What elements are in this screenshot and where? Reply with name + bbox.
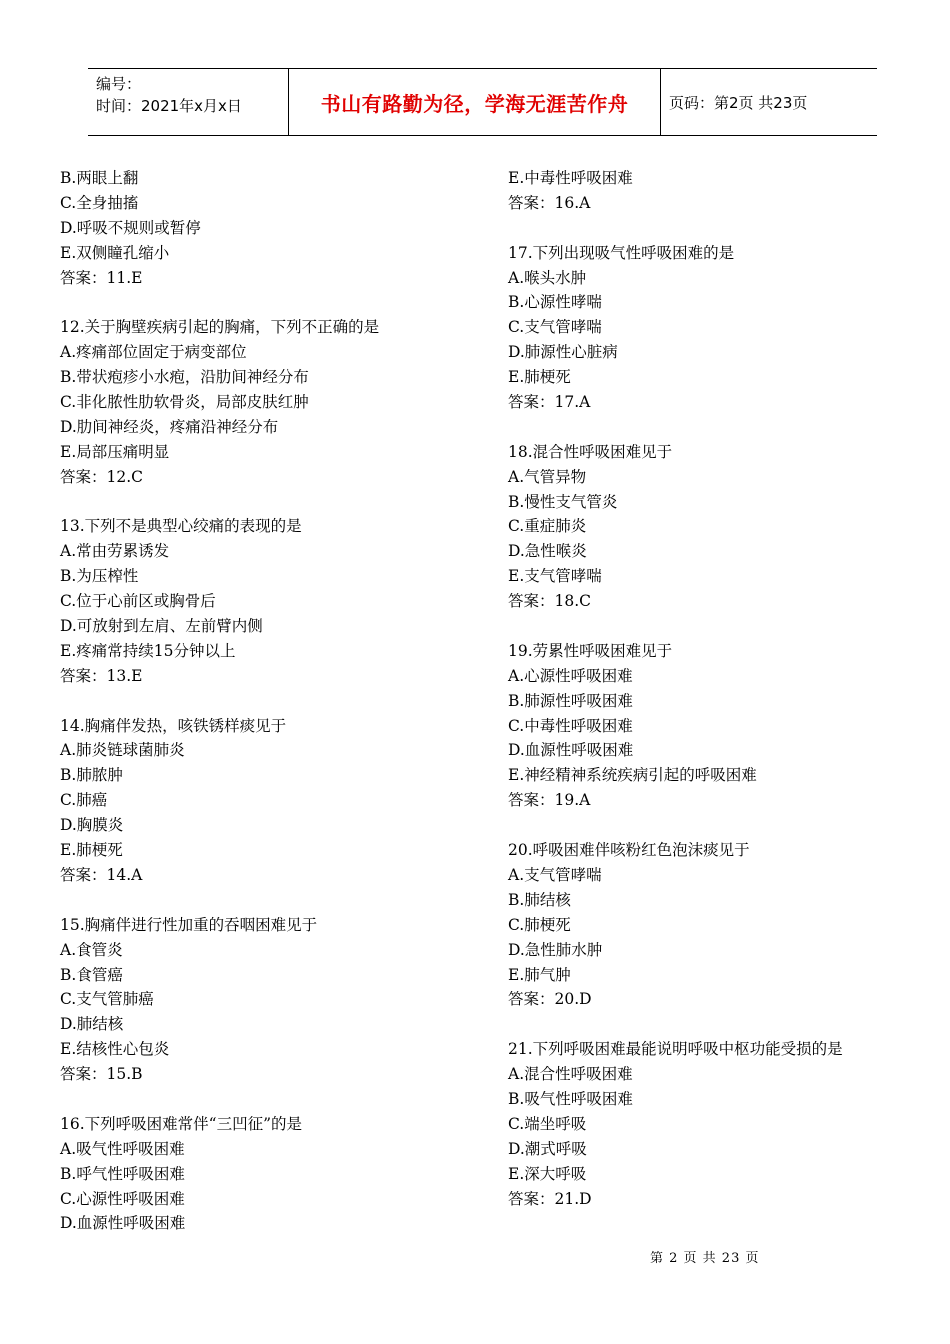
text-line: B.食管癌 bbox=[60, 965, 123, 984]
text-line: C.端坐呼吸 bbox=[508, 1114, 587, 1133]
text-line: B.慢性支气管炎 bbox=[508, 492, 618, 511]
text-line: B.带状疱疹小水疱，沿肋间神经分布 bbox=[60, 368, 309, 387]
block-spacer bbox=[60, 490, 480, 515]
text-line: 答案：14.A bbox=[60, 865, 143, 884]
text-line: 16.下列呼吸困难常伴“三凹征”的是 bbox=[60, 1114, 302, 1133]
text-line: E.中毒性呼吸困难 bbox=[508, 169, 633, 187]
page-footer: 第 2 页 共 23 页 bbox=[650, 1251, 760, 1266]
text-line: D.血源性呼吸困难 bbox=[508, 741, 634, 760]
time-label: 时间：2021年x月x日 bbox=[96, 97, 242, 115]
text-line: 17.下列出现吸气性呼吸困难的是 bbox=[508, 243, 735, 262]
text-line: 12.关于胸壁疾病引起的胸痛，下列不正确的是 bbox=[60, 318, 380, 337]
text-line: 15.胸痛伴进行性加重的吞咽困难见于 bbox=[60, 915, 318, 934]
block-spacer bbox=[508, 813, 908, 838]
text-line: D.急性喉炎 bbox=[508, 542, 587, 561]
question-block bbox=[508, 166, 908, 216]
question-block bbox=[508, 241, 908, 415]
text-line: B.肺脓肿 bbox=[60, 766, 123, 785]
text-line: A.肺炎链球菌肺炎 bbox=[60, 741, 185, 760]
question-block bbox=[60, 166, 480, 290]
header-meta bbox=[88, 69, 288, 135]
text-line: E.支气管哮喘 bbox=[508, 567, 602, 586]
text-line: 答案：12.C bbox=[60, 467, 144, 486]
block-spacer bbox=[508, 216, 908, 241]
text-line: E.肺梗死 bbox=[508, 368, 571, 387]
question-block bbox=[60, 514, 480, 688]
text-line: B.两眼上翻 bbox=[60, 169, 139, 187]
text-line: D.呼吸不规则或暂停 bbox=[60, 218, 201, 237]
text-line: E.肺梗死 bbox=[60, 841, 123, 860]
text-line: A.吸气性呼吸困难 bbox=[60, 1139, 185, 1158]
text-line: 答案：21.D bbox=[508, 1189, 592, 1208]
text-line: E.肺气肿 bbox=[508, 965, 571, 984]
text-line: 答案：20.D bbox=[508, 990, 592, 1009]
header-motto: 书山有路勤为径，学海无涯苦作舟 bbox=[288, 69, 661, 135]
text-line: 18.混合性呼吸困难见于 bbox=[508, 442, 673, 461]
question-block bbox=[60, 1112, 480, 1236]
question-block bbox=[60, 315, 480, 489]
text-line: D.肺源性心脏病 bbox=[508, 343, 618, 362]
text-line: 答案：15.B bbox=[60, 1065, 143, 1084]
question-block bbox=[508, 838, 908, 1012]
text-line: B.心源性哮喘 bbox=[508, 293, 602, 312]
text-line: A.喉头水肿 bbox=[508, 268, 587, 287]
text-line: E.深大呼吸 bbox=[508, 1164, 587, 1183]
serial-label: 编号： bbox=[96, 75, 142, 93]
block-spacer bbox=[60, 290, 480, 315]
text-line: 19.劳累性呼吸困难见于 bbox=[508, 641, 673, 660]
block-spacer bbox=[508, 614, 908, 639]
text-line: 20.呼吸困难伴咳粉红色泡沫痰见于 bbox=[508, 841, 750, 860]
text-line: E.局部压痛明显 bbox=[60, 442, 170, 461]
question-block bbox=[508, 440, 908, 614]
text-line: A.气管异物 bbox=[508, 467, 587, 486]
text-line: C.位于心前区或胸骨后 bbox=[60, 592, 216, 611]
text-line: E.双侧瞳孔缩小 bbox=[60, 243, 170, 262]
text-line: C.肺癌 bbox=[60, 791, 108, 810]
text-line: C.心源性呼吸困难 bbox=[60, 1189, 185, 1208]
page-header bbox=[88, 68, 877, 136]
text-line: D.肋间神经炎，疼痛沿神经分布 bbox=[60, 417, 279, 436]
text-line: E.疼痛常持续15分钟以上 bbox=[60, 641, 236, 660]
question-block bbox=[508, 639, 908, 813]
left-column bbox=[60, 166, 480, 1236]
text-line: 答案：18.C bbox=[508, 592, 592, 611]
header-page-info: 页码：第2页 共23页 bbox=[669, 93, 808, 112]
text-line: D.可放射到左肩、左前臂内侧 bbox=[60, 617, 263, 636]
text-line: D.急性肺水肿 bbox=[508, 940, 603, 959]
text-line: A.心源性呼吸困难 bbox=[508, 666, 633, 685]
block-spacer bbox=[60, 888, 480, 913]
block-spacer bbox=[508, 415, 908, 440]
text-line: E.神经精神系统疾病引起的呼吸困难 bbox=[508, 766, 757, 785]
block-spacer bbox=[60, 689, 480, 714]
text-line: B.呼气性呼吸困难 bbox=[60, 1164, 185, 1183]
text-line: 答案：16.A bbox=[508, 193, 591, 212]
text-line: 答案：17.A bbox=[508, 393, 591, 412]
text-line: E.结核性心包炎 bbox=[60, 1040, 170, 1059]
right-column bbox=[508, 166, 908, 1211]
text-line: B.为压榨性 bbox=[60, 567, 139, 586]
text-line: D.血源性呼吸困难 bbox=[60, 1214, 186, 1233]
text-line: C.肺梗死 bbox=[508, 915, 571, 934]
text-line: B.肺源性呼吸困难 bbox=[508, 691, 633, 710]
text-line: 答案：11.E bbox=[60, 268, 143, 287]
text-line: C.支气管肺癌 bbox=[60, 990, 154, 1009]
text-line: A.混合性呼吸困难 bbox=[508, 1065, 633, 1084]
text-line: D.潮式呼吸 bbox=[508, 1139, 587, 1158]
text-line: D.肺结核 bbox=[60, 1015, 124, 1034]
text-line: C.非化脓性肋软骨炎，局部皮肤红肿 bbox=[60, 393, 309, 412]
block-spacer bbox=[60, 1087, 480, 1112]
text-line: A.疼痛部位固定于病变部位 bbox=[60, 343, 247, 362]
text-line: A.食管炎 bbox=[60, 940, 123, 959]
text-line: B.吸气性呼吸困难 bbox=[508, 1089, 633, 1108]
text-line: C.重症肺炎 bbox=[508, 517, 587, 536]
text-line: C.中毒性呼吸困难 bbox=[508, 716, 633, 735]
text-line: C.全身抽搐 bbox=[60, 193, 139, 212]
question-block bbox=[60, 714, 480, 888]
text-line: D.胸膜炎 bbox=[60, 816, 124, 835]
text-line: 答案：13.E bbox=[60, 666, 143, 685]
question-block bbox=[508, 1037, 908, 1211]
text-line: 14.胸痛伴发热，咳铁锈样痰见于 bbox=[60, 716, 287, 735]
text-line: 13.下列不是典型心绞痛的表现的是 bbox=[60, 517, 302, 536]
text-line: 21.下列呼吸困难最能说明呼吸中枢功能受损的是 bbox=[508, 1040, 843, 1059]
text-line: A.常由劳累诱发 bbox=[60, 542, 170, 561]
block-spacer bbox=[508, 1012, 908, 1037]
text-line: C.支气管哮喘 bbox=[508, 318, 602, 337]
question-block bbox=[60, 913, 480, 1087]
text-line: B.肺结核 bbox=[508, 890, 571, 909]
text-line: 答案：19.A bbox=[508, 791, 591, 810]
text-line: A.支气管哮喘 bbox=[508, 865, 602, 884]
